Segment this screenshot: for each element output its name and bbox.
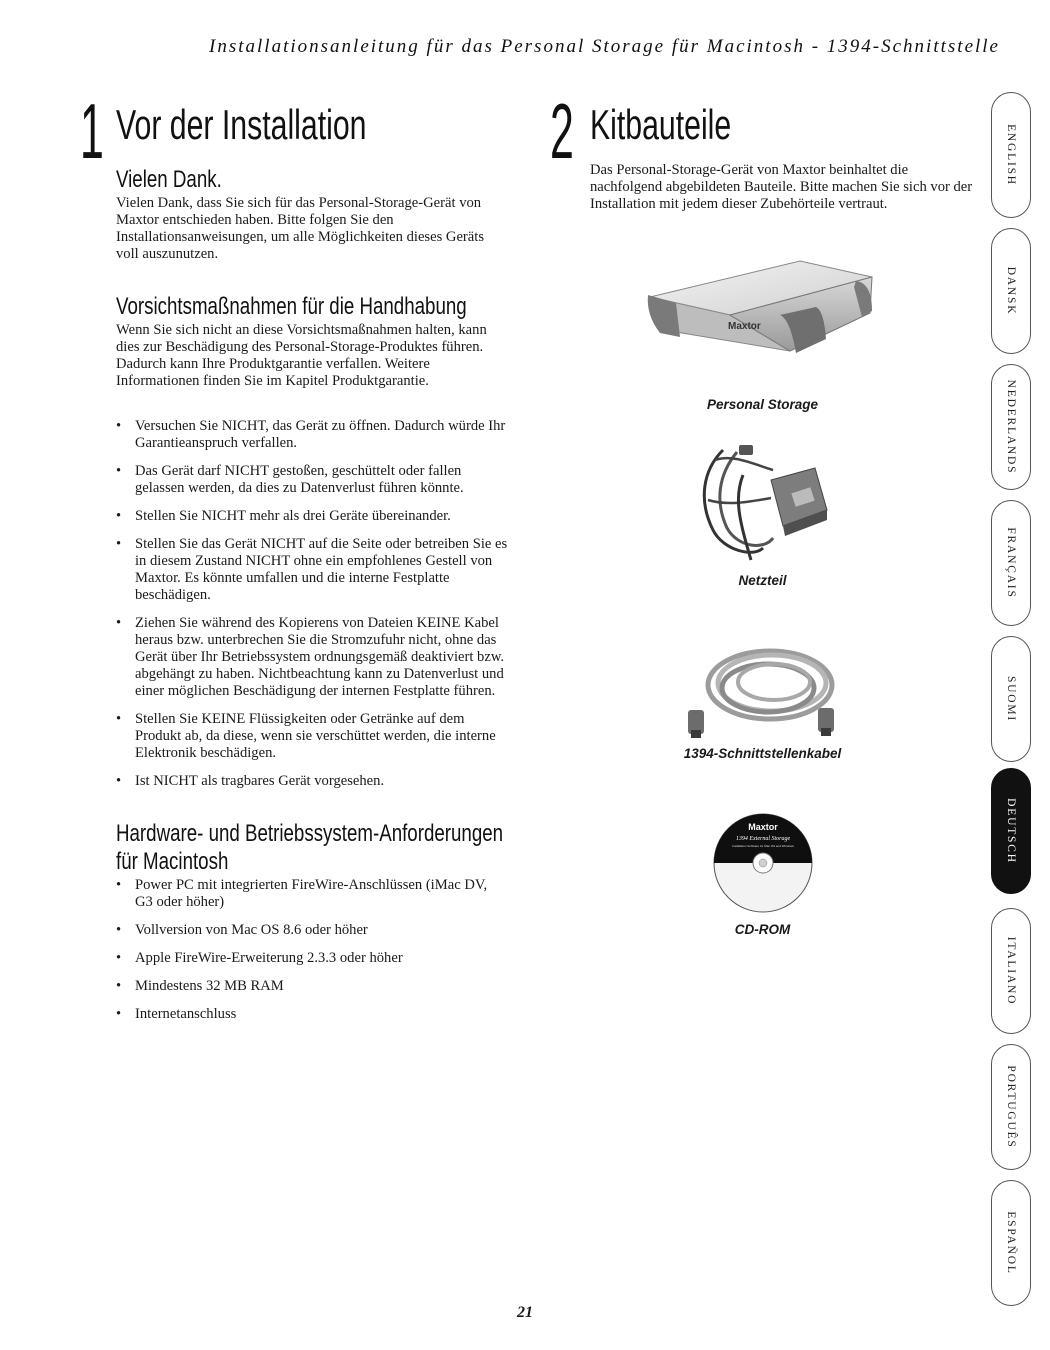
list-item: • Stellen Sie das Gerät NICHT auf die Seite oder betreiben Sie es in diesem Zustand NICHT ohne ein empfohlenes Gestell von Maxtor. Es könnte umfallen und die interne Festplatte beschädigen.	[116, 536, 508, 604]
requirements-heading-line1: Hardware- und Betriebssystem-Anforderungen	[116, 820, 504, 847]
tab-english-label: ENGLISH	[1005, 124, 1017, 186]
cd-rom-image	[712, 812, 814, 914]
precautions-heading: Vorsichtsmaßnahmen für die Handhabung	[116, 293, 467, 320]
list-item: • Vollversion von Mac OS 8.6 oder höher	[116, 922, 508, 939]
list-item: • Internetanschluss	[116, 1006, 508, 1023]
list-item: • Stellen Sie KEINE Flüssigkeiten oder Getränke auf dem Produkt ab, da diese, wenn sie verschüttet werden, die interne Elektronik beschädigen.	[116, 711, 508, 762]
power-adapter-image	[693, 440, 833, 568]
list-item: • Ist NICHT als tragbares Gerät vorgesehen.	[116, 773, 508, 790]
section-1-number: 1	[80, 87, 104, 175]
caption-personal-storage: Personal Storage	[706, 397, 819, 412]
cd-title-label: 1394 External Storage	[735, 836, 791, 842]
page-number: 21	[517, 1304, 533, 1321]
tab-dansk[interactable]	[991, 228, 1031, 354]
list-item: • Apple FireWire-Erweiterung 2.3.3 oder höher	[116, 950, 508, 967]
thanks-heading: Vielen Dank.	[116, 166, 222, 193]
tab-italiano-label: ITALIANO	[1005, 936, 1017, 1006]
thanks-text: Vielen Dank, dass Sie sich für das Personal-Storage-Gerät von Maxtor entschieden haben. Bitte folgen Sie den Installationsanweisungen, um alle Möglichkeiten dieses Geräts voll auszunutzen.	[116, 195, 484, 262]
firewire-cable-image	[680, 640, 850, 740]
requirements-list	[116, 877, 508, 1023]
tab-portugues[interactable]	[991, 1044, 1031, 1170]
caption-cd-rom: CD-ROM	[734, 922, 791, 937]
tab-francais-label: FRANÇAIS	[1005, 527, 1017, 599]
tab-francais[interactable]	[991, 500, 1031, 626]
tab-nederlands[interactable]	[991, 364, 1031, 490]
precautions-list	[116, 418, 508, 790]
section-1-column	[116, 166, 508, 1034]
tab-deutsch[interactable]	[991, 768, 1031, 894]
caption-power-adapter: Netzteil	[738, 573, 787, 588]
cd-brand-label: Maxtor	[748, 822, 778, 832]
tab-nederlands-label: NEDERLANDS	[1005, 379, 1017, 475]
list-item: • Ziehen Sie während des Kopierens von Dateien KEINE Kabel heraus bzw. unterbrechen Sie die Stromzufuhr nicht, ohne das Gerät über Ihr Betriebssystem ordnungsgemäß deaktiviert bzw. abgehängt zu haben. Nichtbeachtung kann zu Datenverlust und einer möglichen Beschädigung der internen Festplatte führen.	[116, 615, 508, 700]
personal-storage-image	[640, 255, 880, 395]
kit-intro-text: Das Personal-Storage-Gerät von Maxtor beinhaltet die nachfolgend abgebildeten Bauteile. Bitte machen Sie sich vor der Installation mit jedem dieser Zubehörteile vertraut.	[590, 162, 973, 212]
tab-deutsch-label: DEUTSCH	[1005, 798, 1017, 864]
tab-suomi-label: SUOMI	[1005, 675, 1017, 723]
list-item: • Versuchen Sie NICHT, das Gerät zu öffnen. Dadurch würde Ihr Garantieanspruch verfallen.	[116, 418, 508, 452]
cd-subtitle-label: Installation Software for Mac OS and Windows	[732, 844, 794, 848]
list-item: • Mindestens 32 MB RAM	[116, 978, 508, 995]
tab-italiano[interactable]	[991, 908, 1031, 1034]
list-item: • Stellen Sie NICHT mehr als drei Geräte übereinander.	[116, 508, 508, 525]
tab-english[interactable]	[991, 92, 1031, 218]
precautions-text: Wenn Sie sich nicht an diese Vorsichtsmaßnahmen halten, kann dies zur Beschädigung des Personal-Storage-Produktes führen. Dadurch kann Ihre Produktgarantie verfallen. Weitere Informationen finden Sie im Kapitel Produktgarantie.	[116, 322, 487, 389]
list-item: • Das Gerät darf NICHT gestoßen, geschüttelt oder fallen gelassen werden, da dies zu Datenverlust führen könnte.	[116, 463, 508, 497]
section-2-title: Kitbauteile	[590, 101, 732, 148]
tab-espanol[interactable]	[991, 1180, 1031, 1306]
section-1-title: Vor der Installation	[116, 101, 367, 148]
device-brand-label: Maxtor	[728, 321, 761, 332]
requirements-heading-line2: für Macintosh	[116, 848, 229, 875]
list-item: • Power PC mit integrierten FireWire-Anschlüssen (iMac DV, G3 oder höher)	[116, 877, 508, 911]
caption-firewire-cable: 1394-Schnittstellenkabel	[683, 746, 842, 761]
tab-portugues-label: PORTUGUÊS	[1005, 1065, 1017, 1149]
tab-suomi[interactable]	[991, 636, 1031, 762]
tab-dansk-label: DANSK	[1005, 266, 1017, 316]
page-header-title: Installationsanleitung für das Personal Storage für Macintosh - 1394-Schnittstelle	[209, 36, 1000, 57]
tab-espanol-label: ESPAÑOL	[1005, 1211, 1017, 1275]
section-2-number: 2	[550, 87, 574, 175]
